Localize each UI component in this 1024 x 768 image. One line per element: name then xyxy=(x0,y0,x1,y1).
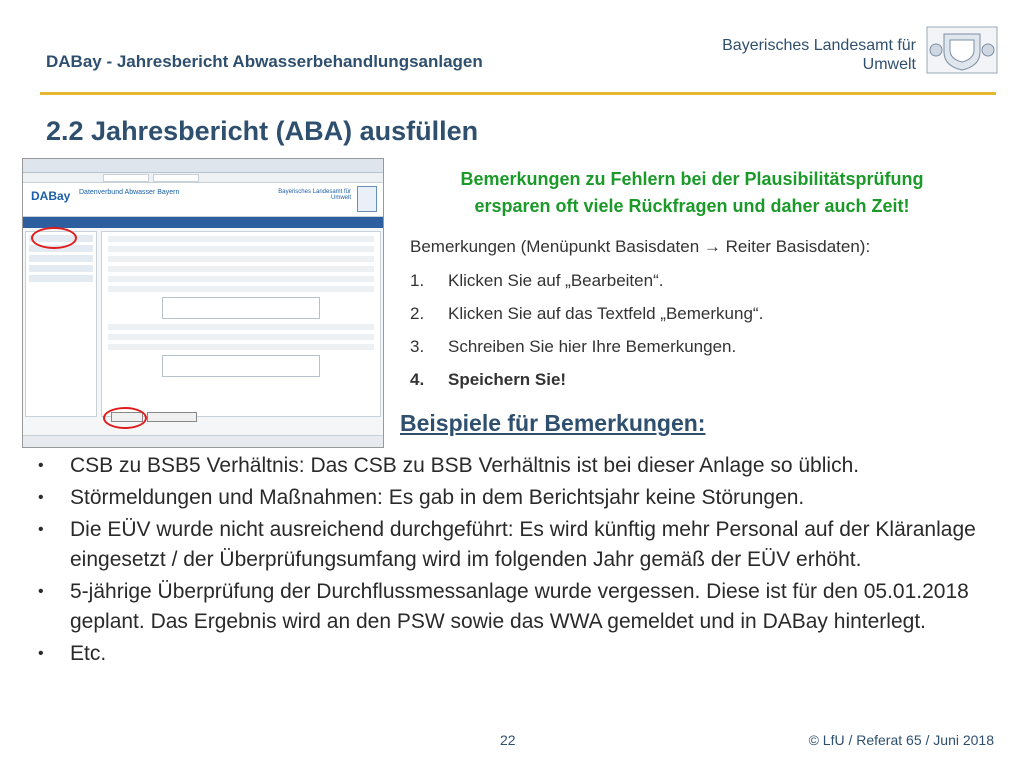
bullet-icon: • xyxy=(38,645,44,662)
step-number: 4. xyxy=(410,370,425,389)
example-item xyxy=(38,639,1018,669)
example-text: Etc. xyxy=(70,642,107,665)
example-item xyxy=(38,451,1018,481)
coat-of-arms-logo xyxy=(926,26,998,74)
plausibility-note xyxy=(392,166,992,220)
bullet-icon: • xyxy=(38,489,44,506)
step-text: Klicken Sie auf „Bearbeiten“. xyxy=(448,271,664,290)
footer-copyright: © LfU / Referat 65 / Juni 2018 xyxy=(808,732,994,748)
app-logo-text: DABay xyxy=(31,189,71,203)
plausibility-note-line1: Bemerkungen zu Fehlern bei der Plausibilitätsprüfung xyxy=(460,169,924,189)
browser-tabs xyxy=(23,173,383,183)
organization-name xyxy=(722,36,916,74)
highlight-circle-save xyxy=(103,407,147,429)
browser-address-bar xyxy=(23,159,383,173)
cancel-button-preview xyxy=(147,412,197,422)
bullet-icon: • xyxy=(38,521,44,538)
steps-intro: Bemerkungen (Menüpunkt Basisdaten → Reiter Basisdaten): xyxy=(410,237,871,256)
example-text: Störmeldungen und Maßnahmen: Es gab in dem Berichtsjahr keine Störungen. xyxy=(70,486,805,509)
app-status-bar xyxy=(23,435,383,447)
example-text: 5-jährige Überprüfung der Durchflussmessanlage wurde vergessen. Diese ist für den 05.01.2018 geplant. Das Ergebnis wird an den PSW sowie das WWA gemeldet und in DABay hinterlegt. xyxy=(70,580,969,633)
step-item xyxy=(410,303,763,336)
highlight-circle-basisdaten xyxy=(31,227,77,249)
example-item xyxy=(38,577,1018,637)
step-number: 2. xyxy=(410,304,425,323)
app-org-line1: Bayerisches Landesamt für xyxy=(278,189,351,195)
app-org-line2: Umwelt xyxy=(330,195,351,201)
step-item xyxy=(410,270,763,303)
examples-heading: Beispiele für Bemerkungen: xyxy=(400,410,706,436)
step-text: Speichern Sie! xyxy=(448,370,567,389)
app-sidebar xyxy=(25,231,97,417)
step-text: Klicken Sie auf das Textfeld „Bemerkung“. xyxy=(448,304,764,323)
example-item xyxy=(38,483,1018,513)
app-org-name xyxy=(278,189,351,201)
presentation-header-title: DABay - Jahresbericht Abwasserbehandlungsanlagen xyxy=(46,52,483,71)
app-crest-icon xyxy=(357,186,377,212)
step-text: Schreiben Sie hier Ihre Bemerkungen. xyxy=(448,337,737,356)
bullet-icon: • xyxy=(38,583,44,600)
example-item xyxy=(38,515,1018,575)
app-menu-bar xyxy=(23,217,383,228)
example-text: Die EÜV wurde nicht ausreichend durchgeführt: Es wird künftig mehr Personal auf der Kläranlage eingesetzt / der Überprüfungsumfang wird im folgenden Jahr gemäß der EÜV erhöht. xyxy=(70,518,976,571)
header-divider xyxy=(40,92,996,95)
steps-list xyxy=(410,270,763,402)
organization-name-line1: Bayerisches Landesamt für xyxy=(722,37,916,54)
slide-title: 2.2 Jahresbericht (ABA) ausfüllen xyxy=(46,116,479,146)
remark-textfield xyxy=(162,297,320,319)
application-screenshot xyxy=(22,158,384,448)
bullet-icon: • xyxy=(38,457,44,474)
step-number: 3. xyxy=(410,337,425,356)
page-number: 22 xyxy=(500,732,516,748)
step-item xyxy=(410,336,763,369)
app-form-area xyxy=(101,231,381,417)
example-text: CSB zu BSB5 Verhältnis: Das CSB zu BSB Verhältnis ist bei dieser Anlage so üblich. xyxy=(70,454,860,477)
app-header xyxy=(23,183,383,217)
plausibility-note-line2: ersparen oft viele Rückfragen und daher auch Zeit! xyxy=(474,196,910,216)
step-item xyxy=(410,369,763,402)
organization-name-line2: Umwelt xyxy=(862,56,916,73)
step-number: 1. xyxy=(410,271,425,290)
examples-list xyxy=(38,451,1018,671)
measures-textfield xyxy=(162,355,320,377)
app-subtitle: Datenverbund Abwasser Bayern xyxy=(79,189,180,196)
